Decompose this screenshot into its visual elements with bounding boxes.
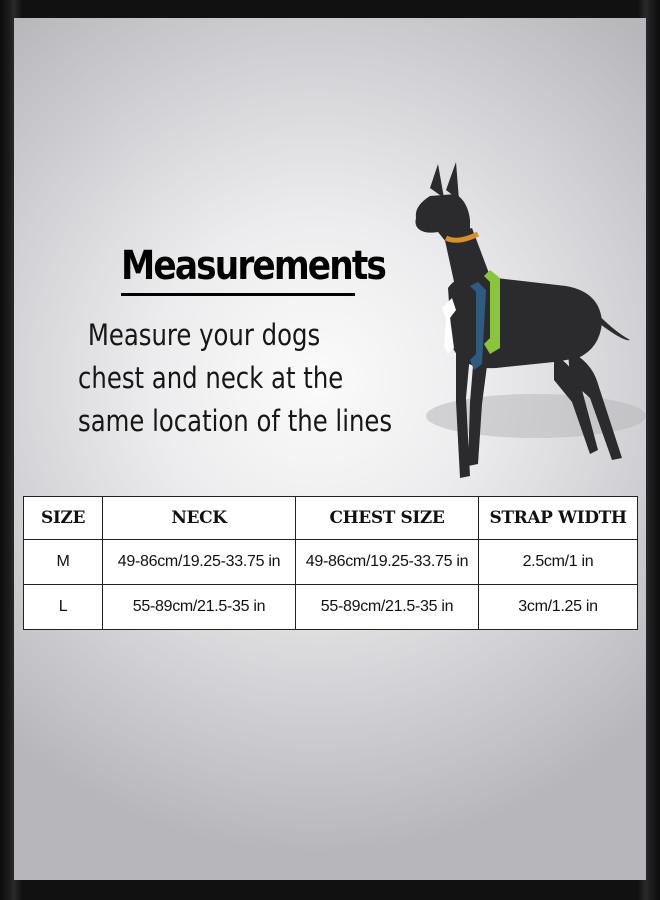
great-dane-silhouette-icon — [386, 158, 646, 498]
cell-size: L — [24, 585, 103, 630]
cell-strap-width: 3cm/1.25 in — [479, 585, 638, 630]
size-chart-table — [23, 496, 638, 630]
measurement-instructions — [54, 314, 393, 443]
table-header-row — [24, 497, 638, 540]
cell-chest-size: 55-89cm/21.5-35 in — [296, 585, 479, 630]
cell-neck: 55-89cm/21.5-35 in — [103, 585, 296, 630]
column-header-chest-size: CHEST SIZE — [296, 497, 479, 540]
cell-strap-width: 2.5cm/1 in — [479, 540, 638, 585]
instruction-line: chest and neck at the — [78, 361, 344, 395]
cell-size: M — [24, 540, 103, 585]
table-row — [24, 585, 638, 630]
column-header-strap-width: STRAP WIDTH — [479, 497, 638, 540]
instruction-line: same location of the lines — [78, 404, 393, 438]
column-header-size: SIZE — [24, 497, 103, 540]
column-header-neck: NECK — [103, 497, 296, 540]
instruction-line: Measure your dogs — [87, 318, 321, 352]
measurements-heading: Measurements — [121, 240, 355, 296]
measurements-panel — [14, 18, 646, 880]
cell-neck: 49-86cm/19.25-33.75 in — [103, 540, 296, 585]
table-row — [24, 540, 638, 585]
cell-chest-size: 49-86cm/19.25-33.75 in — [296, 540, 479, 585]
